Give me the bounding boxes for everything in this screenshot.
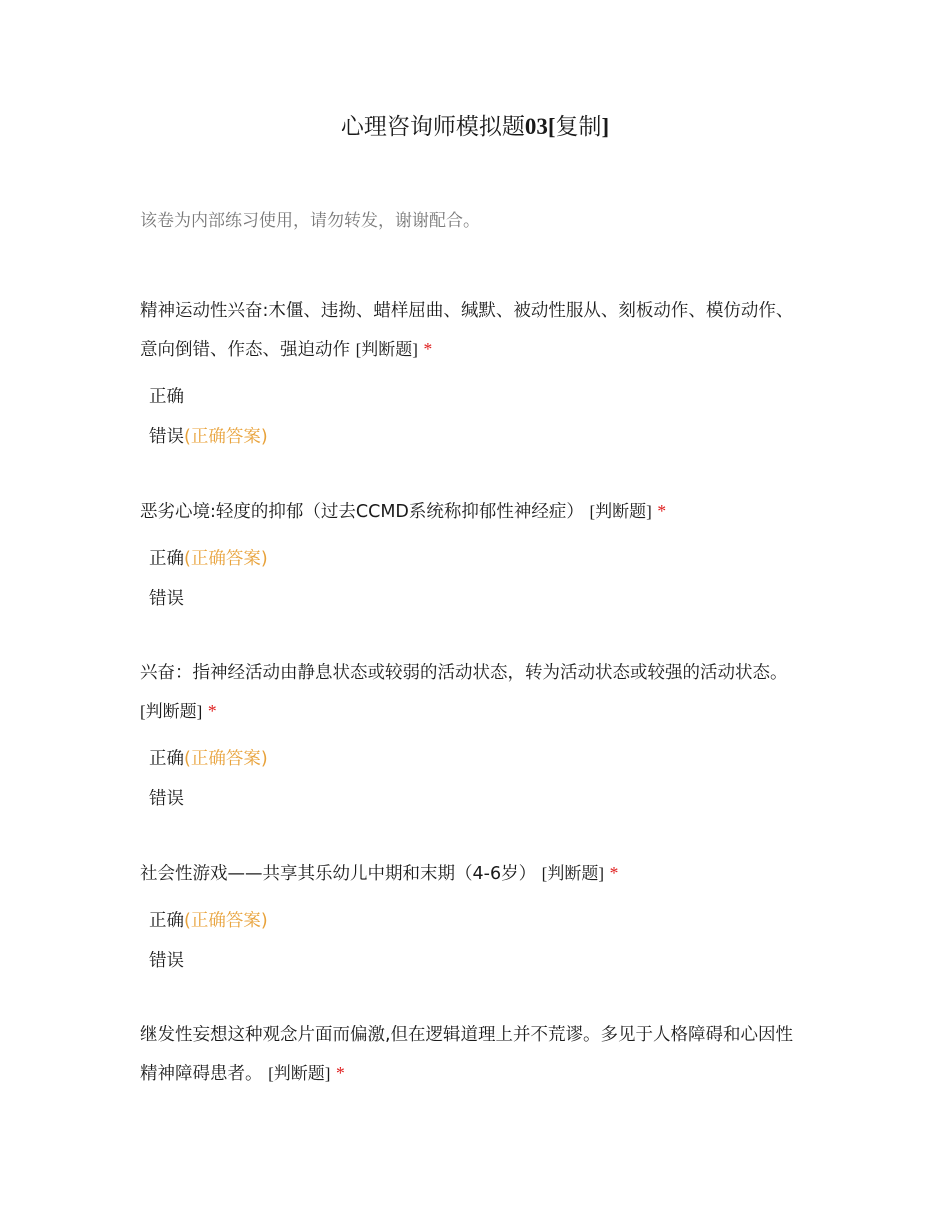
option-true[interactable] — [149, 377, 804, 417]
question-text — [140, 292, 804, 369]
option-label: 错误 — [149, 589, 184, 609]
correct-answer-marker: (正确答案) — [184, 749, 268, 769]
required-mark: * — [423, 339, 433, 359]
option-true[interactable] — [149, 901, 804, 941]
correct-answer-marker: (正确答案) — [184, 427, 268, 447]
option-label: 错误 — [149, 789, 184, 809]
option-label: 错误 — [149, 427, 184, 447]
question-type-label: [判断题] — [268, 1064, 331, 1083]
required-mark: * — [207, 701, 217, 721]
title-end: ] — [601, 114, 610, 139]
question-body: 兴奋：指神经活动由静息状态或较弱的活动状态，转为活动状态或较强的活动状态。 — [140, 663, 788, 683]
correct-answer-marker: (正确答案) — [184, 549, 268, 569]
required-mark: * — [609, 863, 619, 883]
option-label: 正确 — [149, 911, 184, 931]
question-5 — [140, 1016, 804, 1093]
notice-text: 该卷为内部练习使用，请勿转发，谢谢配合。 — [140, 211, 480, 231]
question-body: 精神运动性兴奋:木僵、违拗、蜡样屈曲、缄默、被动性服从、刻板动作、模仿动作、意向倒错、作态、强迫动作 — [140, 301, 794, 360]
required-mark: * — [335, 1063, 345, 1083]
option-false[interactable] — [149, 779, 804, 819]
question-2 — [140, 492, 804, 619]
option-true[interactable] — [149, 539, 804, 579]
question-text — [140, 1016, 804, 1093]
option-label: 错误 — [149, 951, 184, 971]
question-1 — [140, 292, 804, 457]
question-3 — [140, 654, 804, 819]
required-mark: * — [657, 501, 667, 521]
option-true[interactable] — [149, 739, 804, 779]
option-label: 正确 — [149, 387, 184, 407]
question-type-label: [判断题] — [589, 502, 652, 521]
question-body: 继发性妄想这种观念片面而偏激,但在逻辑道理上并不荒谬。多见于人格障碍和心因性精神障碍患者。 — [140, 1025, 794, 1084]
option-list — [140, 739, 804, 819]
title-suffix: 03[ — [524, 114, 556, 139]
question-text — [140, 654, 804, 731]
option-false[interactable] — [149, 941, 804, 981]
option-label: 正确 — [149, 749, 184, 769]
option-list — [140, 901, 804, 981]
option-list — [140, 377, 804, 457]
question-4 — [140, 854, 804, 981]
correct-answer-marker: (正确答案) — [184, 911, 268, 931]
page-title — [0, 110, 950, 144]
option-false[interactable] — [149, 417, 804, 457]
question-type-label: [判断题] — [541, 864, 604, 883]
option-false[interactable] — [149, 579, 804, 619]
question-type-label: [判断题] — [140, 702, 203, 721]
question-text — [140, 492, 804, 531]
question-text — [140, 854, 804, 893]
title-main: 心理咨询师模拟题 — [340, 114, 525, 139]
question-body: 社会性游戏——共享其乐幼儿中期和末期（4-6岁） — [140, 864, 542, 884]
question-type-label: [判断题] — [355, 340, 418, 359]
option-label: 正确 — [149, 549, 184, 569]
question-body: 恶劣心境:轻度的抑郁（过去CCMD系统称抑郁性神经症） — [140, 502, 590, 522]
option-list — [140, 539, 804, 619]
title-copy: 复制 — [555, 114, 602, 139]
